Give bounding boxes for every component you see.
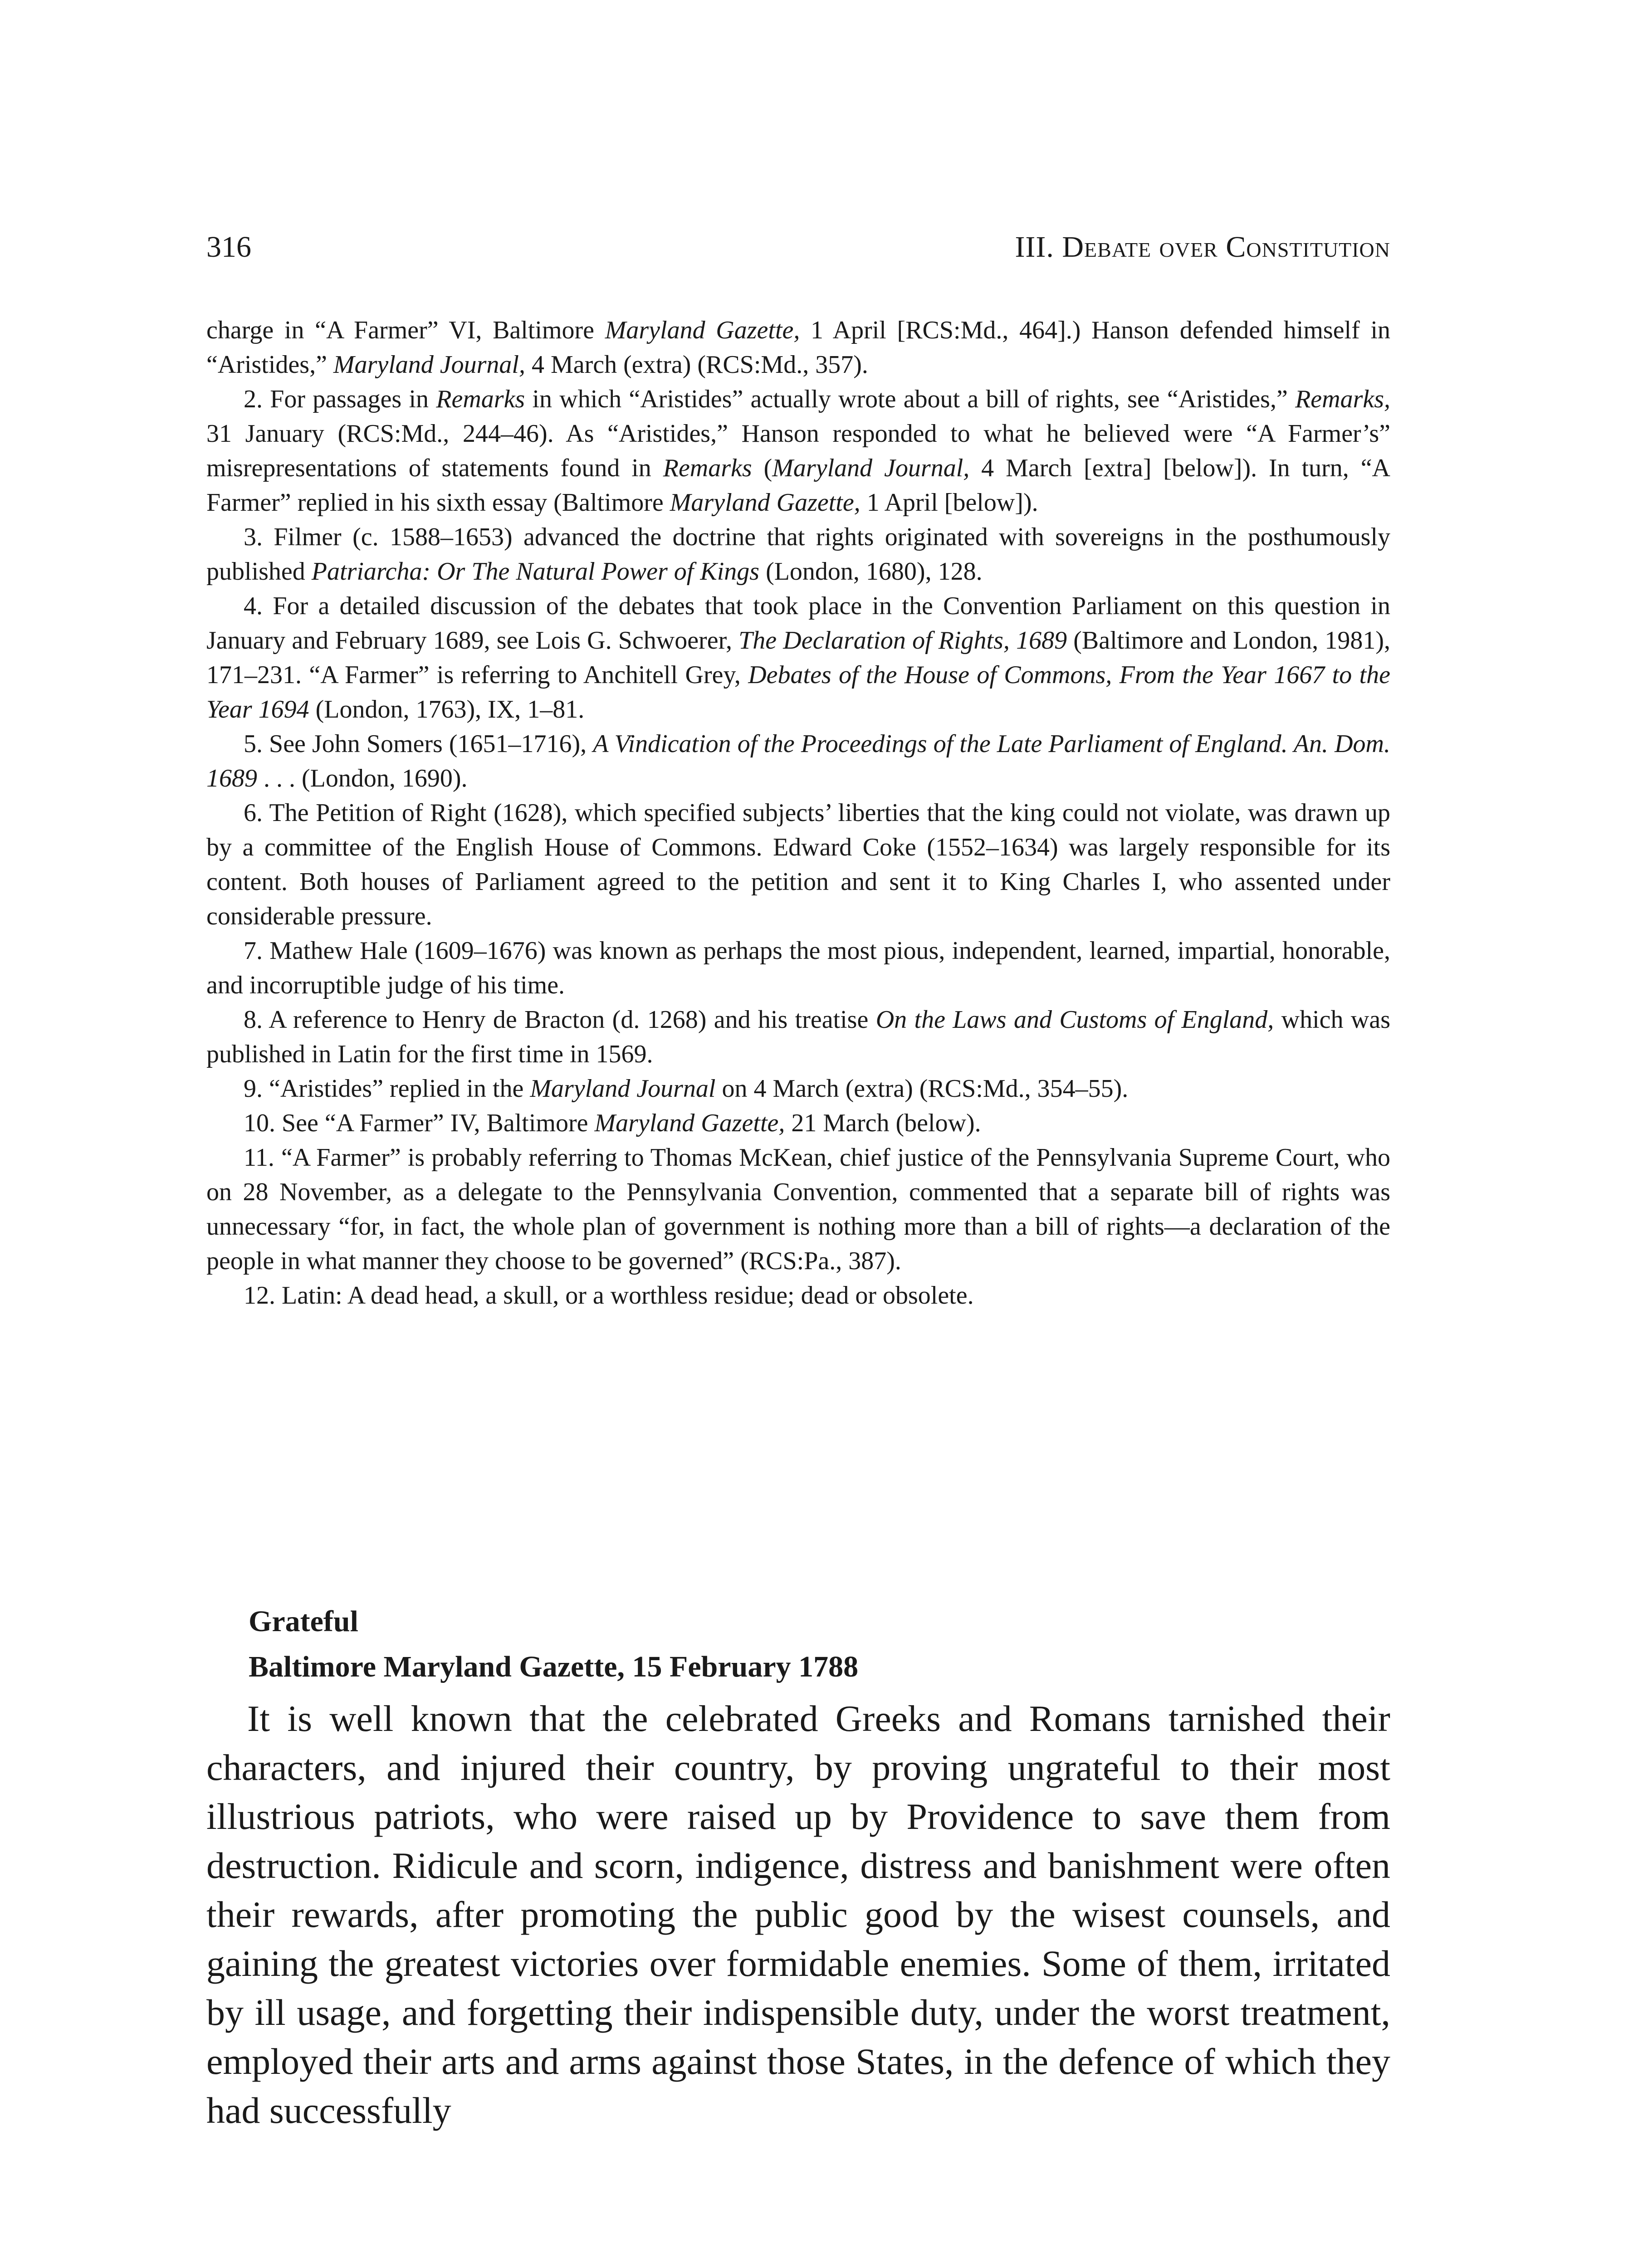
- footnote-6: [206, 796, 1390, 934]
- footnote-12: [206, 1278, 1390, 1313]
- footnote-italic-text: Remarks: [663, 454, 752, 482]
- page-header: [206, 227, 1390, 268]
- footnote-text: (London, 1680), 128.: [759, 557, 983, 586]
- footnote-text: (Baltimore and London, 1981), 171–231. “A Farmer” is referring to Anchitell Grey,: [206, 626, 1391, 689]
- footnote-text: 11. “A Farmer” is probably referring to Thomas McKean, chief justice of the Pennsylvania Supreme Court, who on 28 November, as a delegate to the Pennsylvania Convention, commented that a separate bill of rights was unnecessary “for, in fact, the whole plan of government is nothing more than a bill of rights—a declaration of the people in what manner they choose to be governed” (RCS:Pa., 387).: [206, 1144, 1390, 1275]
- footnote-text: . . . (London, 1690).: [257, 764, 468, 792]
- footnote-5: [206, 727, 1390, 796]
- document-source: Baltimore Maryland Gazette, 15 February 1788: [249, 1650, 859, 1683]
- footnote-3: [206, 520, 1390, 589]
- footnote-continuation: [206, 313, 1390, 382]
- footnote-italic-text: Maryland Journal: [530, 1075, 716, 1103]
- body-paragraph: It is well known that the celebrated Greeks and Romans tarnished their characters, and injured their country, by proving ungrateful to their most illustrious patriots, who were raised up by Providence to save them from destruction. Ridicule and scorn, indigence, distress and banishment were often their rewards, after promoting the public good by the wisest counsels, and gaining the greatest victories over formidable enemies. Some of them, irritated by ill usage, and forgetting their indispensible duty, under the worst treatment, employed their arts and arms against those States, in the defence of which they had successfully: [206, 1698, 1390, 2131]
- footnote-text: 1 April [below]).: [860, 489, 1038, 517]
- document-body: [206, 1694, 1390, 2135]
- footnote-text: 9. “Aristides” replied in the: [244, 1075, 530, 1103]
- running-head: III. Debate over Constitution: [1015, 230, 1390, 264]
- footnote-text: 5. See John Somers (1651–1716),: [244, 730, 593, 758]
- footnote-italic-text: Maryland Gazette,: [594, 1109, 785, 1137]
- footnote-11: [206, 1140, 1390, 1278]
- footnote-italic-text: Remarks: [436, 385, 525, 413]
- footnote-italic-text: Debates of the House of Commons, From the Year 1667 to the Year 1694: [206, 661, 1390, 723]
- footnote-text: 6. The Petition of Right (1628), which specified subjects’ liberties that the king could not violate, was drawn up by a committee of the English House of Commons. Edward Coke (1552–1634) was largely responsible for its content. Both houses of Parliament agreed to the petition and sent it to King Charles I, who assented under considerable pressure.: [206, 799, 1390, 930]
- footnote-text: 4 March (extra) (RCS:Md., 357).: [525, 351, 868, 379]
- footnote-text: 7. Mathew Hale (1609–1676) was known as perhaps the most pious, independent, learned, impartial, honorable, and incorruptible judge of his time.: [206, 937, 1390, 999]
- footnote-text: 2. For passages in: [244, 385, 436, 413]
- footnote-italic-text: On the Laws and Customs of England,: [875, 1006, 1274, 1034]
- footnote-italic-text: Remarks,: [1295, 385, 1391, 413]
- footnote-italic-text: Maryland Journal,: [333, 351, 525, 379]
- footnote-italic-text: Maryland Journal,: [772, 454, 970, 482]
- footnote-text: which was published in Latin for the first time in 1569.: [206, 1006, 1390, 1068]
- footnote-9: [206, 1071, 1390, 1106]
- document-title: Grateful: [249, 1605, 358, 1638]
- footnote-10: [206, 1106, 1390, 1140]
- footnote-italic-text: A Vindication of the Proceedings of the Late Parliament of England. An. Dom. 1689: [206, 730, 1390, 792]
- footnote-4: [206, 589, 1390, 727]
- footnote-italic-text: Maryland Gazette,: [605, 316, 800, 344]
- footnote-italic-text: The Declaration of Rights, 1689: [738, 626, 1067, 655]
- footnote-italic-text: Patriarcha: Or The Natural Power of Kings: [311, 557, 760, 586]
- page-number: 316: [206, 230, 251, 264]
- footnote-text: 12. Latin: A dead head, a skull, or a worthless residue; dead or obsolete.: [244, 1281, 974, 1310]
- footnotes: [206, 313, 1390, 1313]
- footnote-text: 31 January (RCS:Md., 244–46). As “Aristides,” Hanson responded to what he believed were “A Farmer’s” misrepresentations of statements found in: [206, 420, 1390, 482]
- footnote-text: (London, 1763), IX, 1–81.: [309, 695, 585, 723]
- document-heading: [249, 1599, 1390, 1690]
- footnote-text: on 4 March (extra) (RCS:Md., 354–55).: [715, 1075, 1129, 1103]
- footnote-text: charge in “A Farmer” VI, Baltimore: [206, 316, 605, 344]
- footnote-text: 21 March (below).: [785, 1109, 981, 1137]
- footnote-7: [206, 934, 1390, 1002]
- footnote-text: 3. Filmer (c. 1588–1653) advanced the doctrine that rights originated with sovereigns in the posthumously published: [206, 523, 1390, 586]
- footnote-text: 1 April [RCS:Md., 464].) Hanson defended himself in “Aristides,”: [206, 316, 1391, 379]
- footnote-text: 8. A reference to Henry de Bracton (d. 1268) and his treatise: [244, 1006, 876, 1034]
- footnote-italic-text: Maryland Gazette,: [670, 489, 861, 517]
- footnote-8: [206, 1002, 1390, 1071]
- footnote-text: in which “Aristides” actually wrote about a bill of rights, see “Aristides,”: [525, 385, 1296, 413]
- footnote-text: 4. For a detailed discussion of the debates that took place in the Convention Parliament on this question in January and February 1689, see Lois G. Schwoerer,: [206, 592, 1390, 655]
- footnote-text: (: [752, 454, 772, 482]
- footnote-2: [206, 382, 1390, 520]
- footnote-text: 4 March [extra] [below]). In turn, “A Farmer” replied in his sixth essay (Baltimore: [206, 454, 1391, 517]
- footnote-text: 10. See “A Farmer” IV, Baltimore: [244, 1109, 595, 1137]
